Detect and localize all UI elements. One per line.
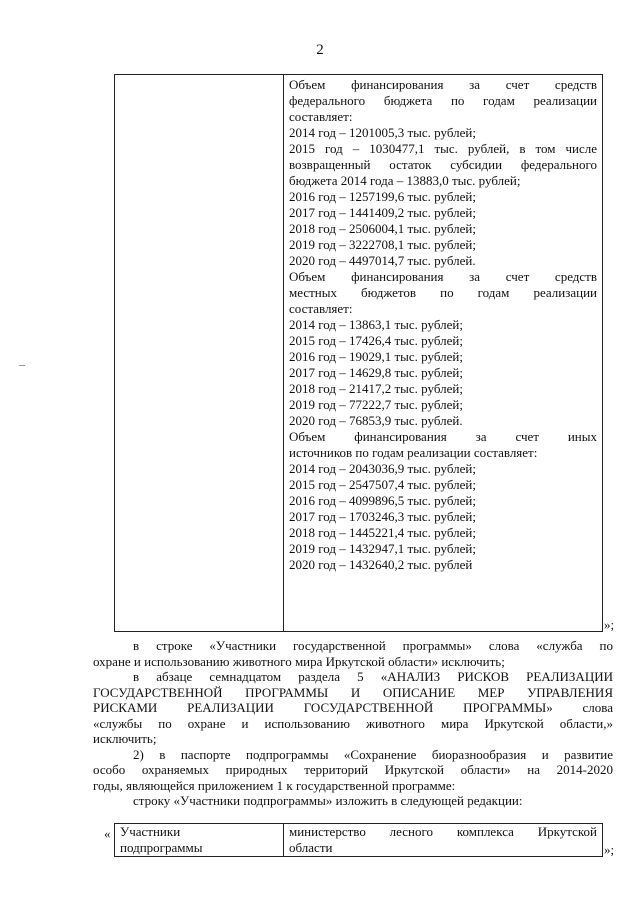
participants-table bbox=[114, 823, 603, 857]
table-line: 2017 год – 1441409,2 тыс. рублей; bbox=[289, 205, 476, 220]
table-line: 2016 год – 19029,1 тыс. рублей; bbox=[289, 349, 463, 364]
subtable-closing-quote: »; bbox=[604, 842, 615, 857]
participants-value-line: министерство лесного комплекса Иркутской bbox=[289, 824, 597, 839]
table-line: 2020 год – 76853,9 тыс. рублей. bbox=[289, 413, 463, 428]
participants-value-cell bbox=[284, 824, 603, 857]
paragraph-line: ГОСУДАРСТВЕННОЙ ПРОГРАММЫ И ОПИСАНИЕ МЕР УПРАВЛЕНИЯ bbox=[93, 684, 613, 700]
financing-table bbox=[114, 74, 603, 632]
table-line: федерального бюджета по годам реализации bbox=[289, 93, 597, 108]
table-line: Объем финансирования за счет средств bbox=[289, 77, 597, 92]
paragraph-line: охране и использованию животного мира Иркутской области» исключить; bbox=[93, 653, 505, 669]
table-line: 2014 год – 1201005,3 тыс. рублей; bbox=[289, 125, 476, 140]
table-line: 2020 год – 4497014,7 тыс. рублей. bbox=[289, 253, 476, 268]
table-line: 2014 год – 13863,1 тыс. рублей; bbox=[289, 317, 463, 332]
table-line: составляет: bbox=[289, 109, 353, 124]
paragraph-line: годы, являющейся приложением 1 к государственной программе: bbox=[93, 777, 456, 793]
participants-label-cell bbox=[115, 824, 284, 857]
paragraph-line: исключить; bbox=[93, 731, 157, 746]
table-line: 2019 год – 77222,7 тыс. рублей; bbox=[289, 397, 463, 412]
paragraph-line: «службы по охране и использованию животного мира Иркутской области,» bbox=[93, 715, 613, 731]
table-line: 2015 год – 2547507,4 тыс. рублей; bbox=[289, 477, 476, 492]
table-line: 2016 год – 4099896,5 тыс. рублей; bbox=[289, 493, 476, 508]
table-line: 2017 год – 14629,8 тыс. рублей; bbox=[289, 365, 463, 380]
paragraph-line: в абзаце семнадцатом раздела 5 «АНАЛИЗ РИСКОВ РЕАЛИЗАЦИИ bbox=[133, 669, 613, 684]
table-line: возвращенный остаток субсидии федерального bbox=[289, 157, 597, 172]
table-line: 2016 год – 1257199,6 тыс. рублей; bbox=[289, 189, 476, 204]
participants-value-line: области bbox=[289, 840, 333, 855]
participants-label-line: подпрограммы bbox=[120, 840, 203, 855]
table-line: 2017 год – 1703246,3 тыс. рублей; bbox=[289, 509, 476, 524]
participants-label-line: Участники bbox=[120, 824, 181, 839]
table-line: 2019 год – 3222708,1 тыс. рублей; bbox=[289, 237, 476, 252]
table-right-cell bbox=[284, 75, 603, 632]
table-line: составляет: bbox=[289, 301, 353, 316]
table-line: Объем финансирования за счет средств bbox=[289, 269, 597, 284]
table-line: бюджета 2014 года – 13883,0 тыс. рублей; bbox=[289, 173, 521, 188]
subtable-open-quote: « bbox=[104, 826, 111, 841]
paragraph-line: строку «Участники подпрограммы» изложить в следующей редакции: bbox=[133, 793, 523, 808]
table-line: местных бюджетов по годам реализации bbox=[289, 285, 597, 300]
table-line: 2014 год – 2043036,9 тыс. рублей; bbox=[289, 461, 476, 476]
scan-artifact bbox=[19, 365, 25, 366]
table-line: 2015 год – 1030477,1 тыс. рублей, в том числе bbox=[289, 141, 597, 156]
paragraph-line: в строке «Участники государственной программы» слова «служба по bbox=[133, 638, 613, 653]
table-line: 2018 год – 2506004,1 тыс. рублей; bbox=[289, 221, 476, 236]
paragraph-line: РИСКАМИ РЕАЛИЗАЦИИ ГОСУДАРСТВЕННОЙ ПРОГРАММЫ» слова bbox=[93, 700, 613, 715]
amendment-text bbox=[93, 638, 613, 809]
table-line: Объем финансирования за счет иных bbox=[289, 429, 597, 444]
table-line: 2019 год – 1432947,1 тыс. рублей; bbox=[289, 541, 476, 556]
table-left-cell bbox=[115, 75, 284, 632]
page-number: 2 bbox=[316, 42, 324, 58]
table-line: 2018 год – 21417,2 тыс. рублей; bbox=[289, 381, 463, 396]
paragraph-line: особо охраняемых природных территорий Иркутской области» на 2014-2020 bbox=[93, 762, 613, 777]
table-line: 2015 год – 17426,4 тыс. рублей; bbox=[289, 333, 463, 348]
table-line: 2018 год – 1445221,4 тыс. рублей; bbox=[289, 525, 476, 540]
table-line: 2020 год – 1432640,2 тыс. рублей bbox=[289, 557, 473, 572]
table-line: источников по годам реализации составляет: bbox=[289, 445, 538, 460]
paragraph-line: 2) в паспорте подпрограммы «Сохранение биоразнообразия и развитие bbox=[133, 746, 613, 762]
table-closing-quote: »; bbox=[604, 617, 615, 632]
